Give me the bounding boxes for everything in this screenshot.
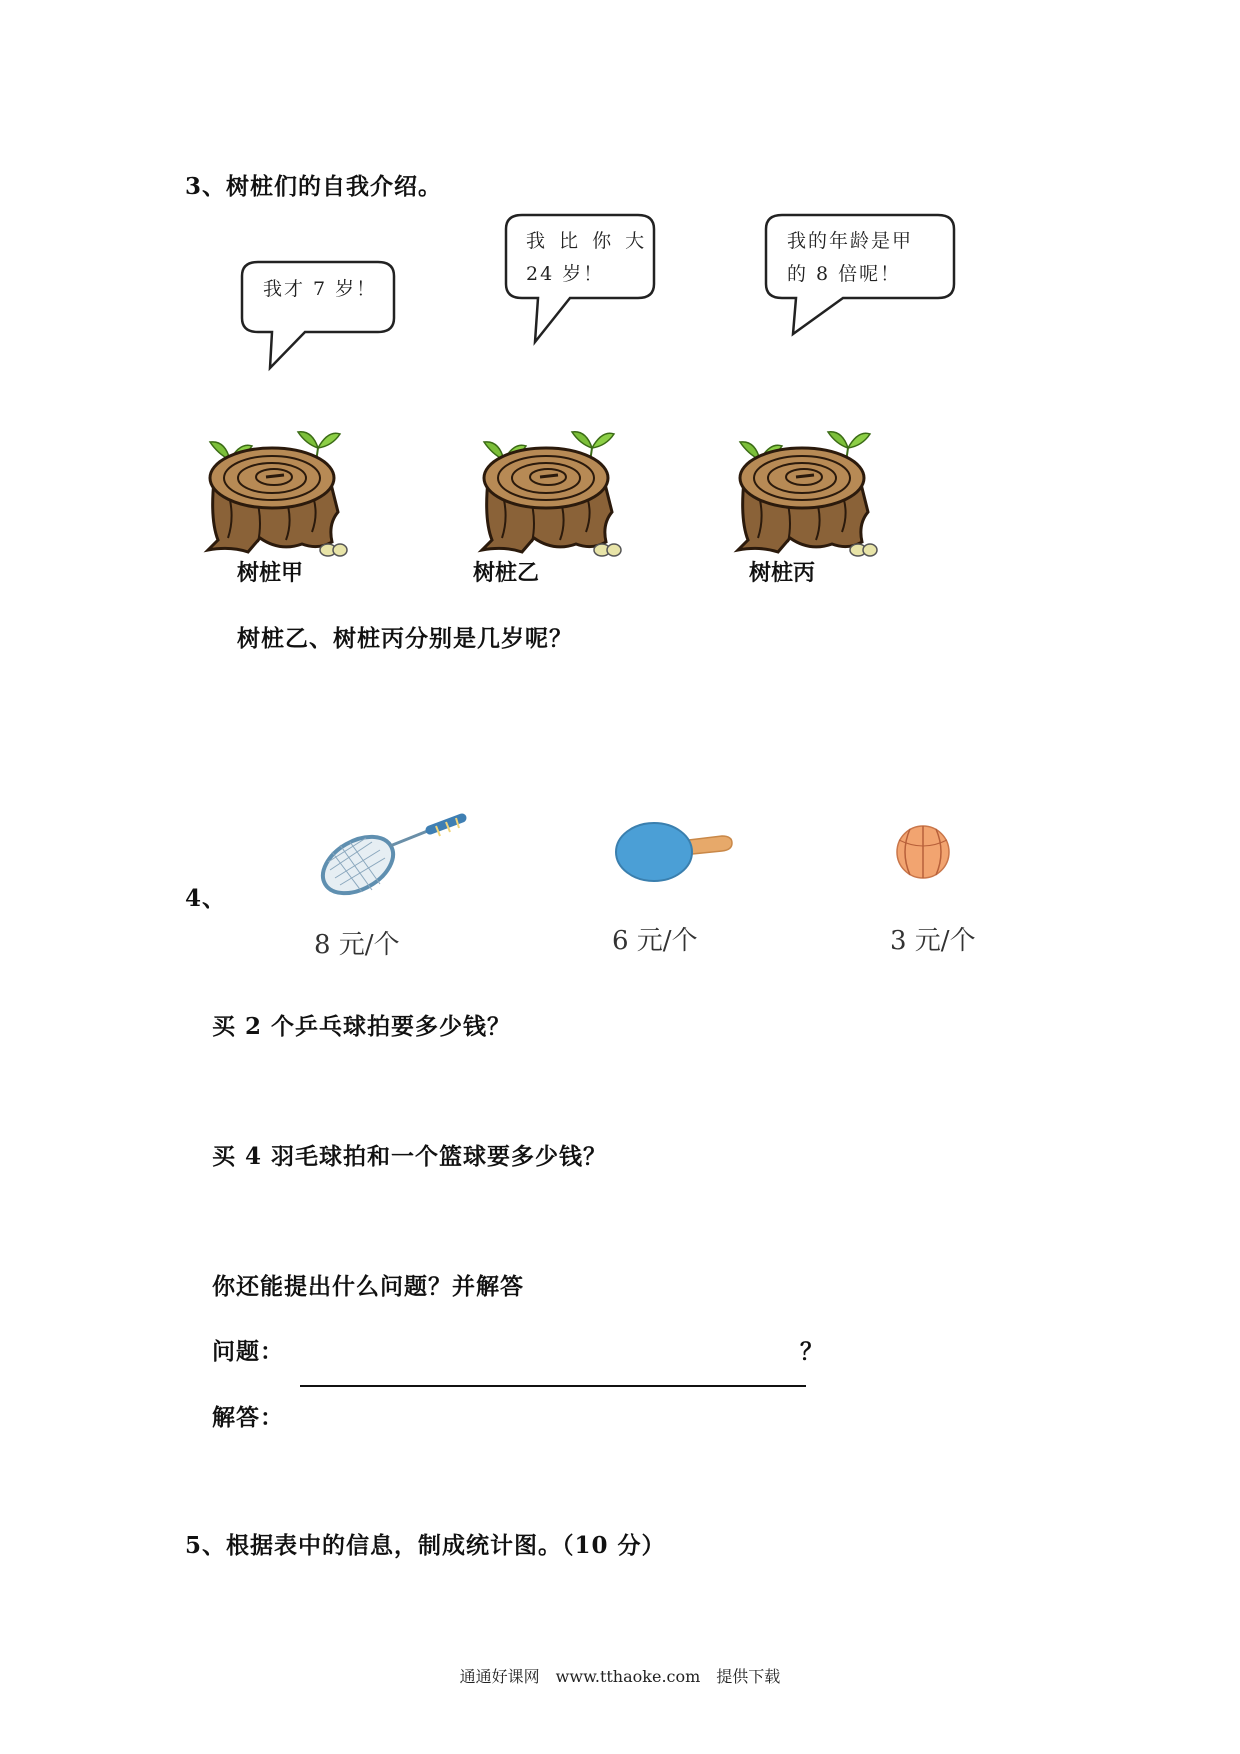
stump-label-jia: 树桩甲 [237, 560, 304, 586]
footer-text: 通通好课网 www.tthaoke.com 提供下载 [459, 1667, 781, 1686]
price-basketball: 3 元/个 [890, 926, 976, 956]
stump-label-yi: 树桩乙 [473, 560, 540, 586]
stump-label-bing: 树桩丙 [749, 560, 816, 586]
q5-title: 5、根据表中的信息，制成统计图。（10 分） [185, 1532, 666, 1559]
answer-label: 解答： [212, 1404, 284, 1431]
q3-title: 3、树桩们的自我介绍。 [185, 173, 443, 200]
problem-answer-line[interactable] [300, 1385, 806, 1387]
problem-question-mark: ？ [800, 1338, 824, 1365]
q4-number: 4、 [185, 885, 227, 912]
bubble-1-line1: 我才 7 岁！ [263, 278, 378, 300]
bubble-2-line1: 我 比 你 大 [526, 230, 647, 252]
q4-question-3: 你还能提出什么问题？并解答 [212, 1273, 524, 1300]
badminton-racket-icon [313, 818, 462, 905]
problem-label: 问题： [212, 1338, 284, 1365]
bubble-3-line1: 我的年龄是甲 [787, 230, 914, 252]
bubble-3-line2: 的 8 倍呢！ [787, 263, 902, 285]
ping-pong-paddle-icon [616, 823, 732, 881]
q4-question-2: 买 4 羽毛球拍和一个篮球要多少钱？ [212, 1143, 608, 1170]
q3-question: 树桩乙、树桩丙分别是几岁呢？ [237, 625, 573, 652]
q4-question-1: 买 2 个乒乓球拍要多少钱？ [212, 1013, 512, 1040]
price-ping-pong-paddle: 6 元/个 [612, 926, 698, 956]
bubble-2-line2: 24 岁！ [526, 263, 605, 285]
basketball-icon [897, 826, 949, 878]
price-badminton-racket: 8 元/个 [314, 930, 400, 960]
